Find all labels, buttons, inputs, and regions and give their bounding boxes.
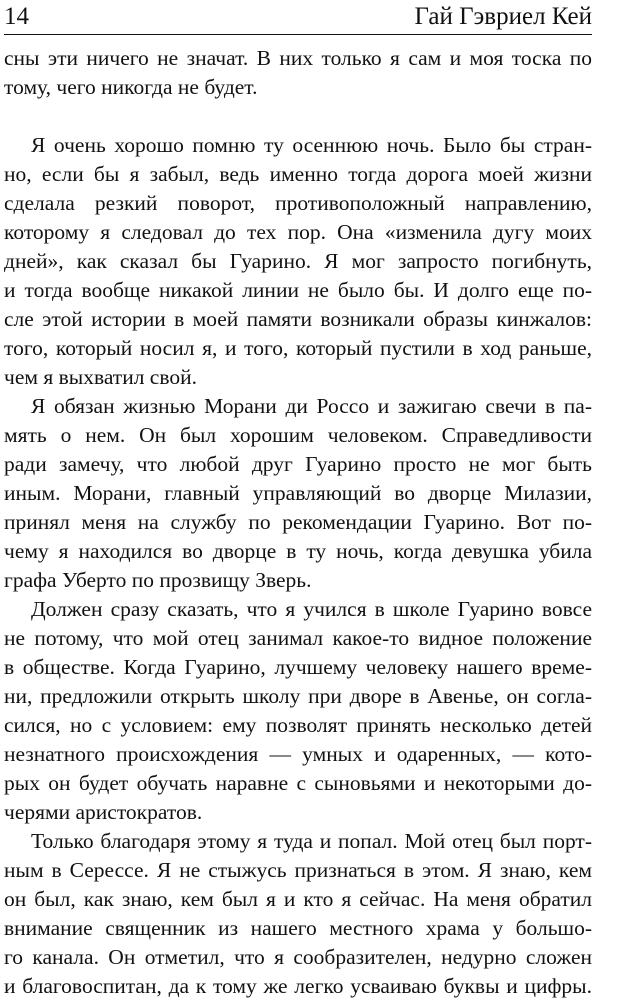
text-line: сны эти ничего не значат. В них только я сам и моя тоска по	[4, 46, 592, 70]
text-line: тому, чего никогда не будет.	[4, 75, 258, 99]
text-line: Должен сразу сказать, что я учился в школе Гуарино вовсе	[31, 597, 592, 621]
section-break	[4, 102, 592, 131]
text-line: дней», как сказал бы Гуарино. Я мог запросто погибнуть,	[4, 249, 592, 273]
text-line: и благовоспитан, да к тому же легко усваиваю буквы и цифры.	[4, 974, 592, 998]
text-line: ради замечу, что любой друг Гуарино просто не мог быть	[4, 452, 592, 476]
running-head-author: Гай Гэвриел Кей	[414, 3, 592, 30]
text-line: но, если бы я забыл, ведь именно тогда дорога моей жизни	[4, 162, 592, 186]
text-line: чему я находился во дворце в ту ночь, когда девушка убила	[4, 539, 592, 563]
page-header	[4, 2, 592, 35]
text-line: и тогда вообще никакой линии не было бы. И долго еще по-	[4, 278, 592, 302]
text-line: иным. Морани, главный управляющий во дворце Милазии,	[4, 481, 592, 505]
text-line: мять о нем. Он был хорошим человеком. Справедливости	[4, 423, 592, 447]
page-number: 14	[4, 3, 29, 30]
text-line: го канала. Он отметил, что я сообразителен, недурно сложен	[4, 945, 592, 969]
text-line: в обществе. Когда Гуарино, лучшему человеку нашего време-	[4, 655, 592, 679]
text-line: он был, как знаю, кем был я и кто я сейчас. На меня обратил	[4, 887, 592, 911]
text-line: чем я выхватил свой.	[4, 365, 197, 389]
text-line: которому я следовал до тех пор. Она «изменила дугу моих	[4, 220, 592, 244]
text-line: принял меня на службу по рекомендации Гуарино. Вот по-	[4, 510, 592, 534]
book-page	[4, 0, 592, 1000]
text-line: Только благодаря этому я туда и попал. Мой отец был порт-	[31, 829, 592, 853]
text-line: черями аристократов.	[4, 800, 203, 824]
text-line: сле этой истории в моей памяти возникали образы кинжалов:	[4, 307, 592, 331]
body-text	[4, 44, 592, 1001]
text-line: ным в Серессе. Я не стыжусь признаться в этом. Я знаю, кем	[4, 858, 592, 882]
text-line: Я очень хорошо помню ту осеннюю ночь. Было бы стран-	[31, 133, 592, 157]
text-line: не потому, что мой отец занимал какое-то видное положение	[4, 626, 592, 650]
text-line: того, который носил я, и того, который пустили в ход раньше,	[4, 336, 592, 360]
text-line: ни, предложили открыть школу при дворе в Авенье, он согла-	[4, 684, 592, 708]
text-line: рых он будет обучать наравне с сыновьями и некоторыми до-	[4, 771, 592, 795]
text-line: незнатного происхождения — умных и одаренных, — кото-	[4, 742, 592, 766]
text-line: сделала резкий поворот, противоположный направлению,	[4, 191, 592, 215]
text-line: внимание священник из нашего местного храма у большо-	[4, 916, 592, 940]
text-line: Я обязан жизнью Морани ди Россо и зажигаю свечи в па-	[31, 394, 592, 418]
text-line: графа Уберто по прозвищу Зверь.	[4, 568, 312, 592]
text-line: сился, но с условием: ему позволят принять несколько детей	[4, 713, 592, 737]
